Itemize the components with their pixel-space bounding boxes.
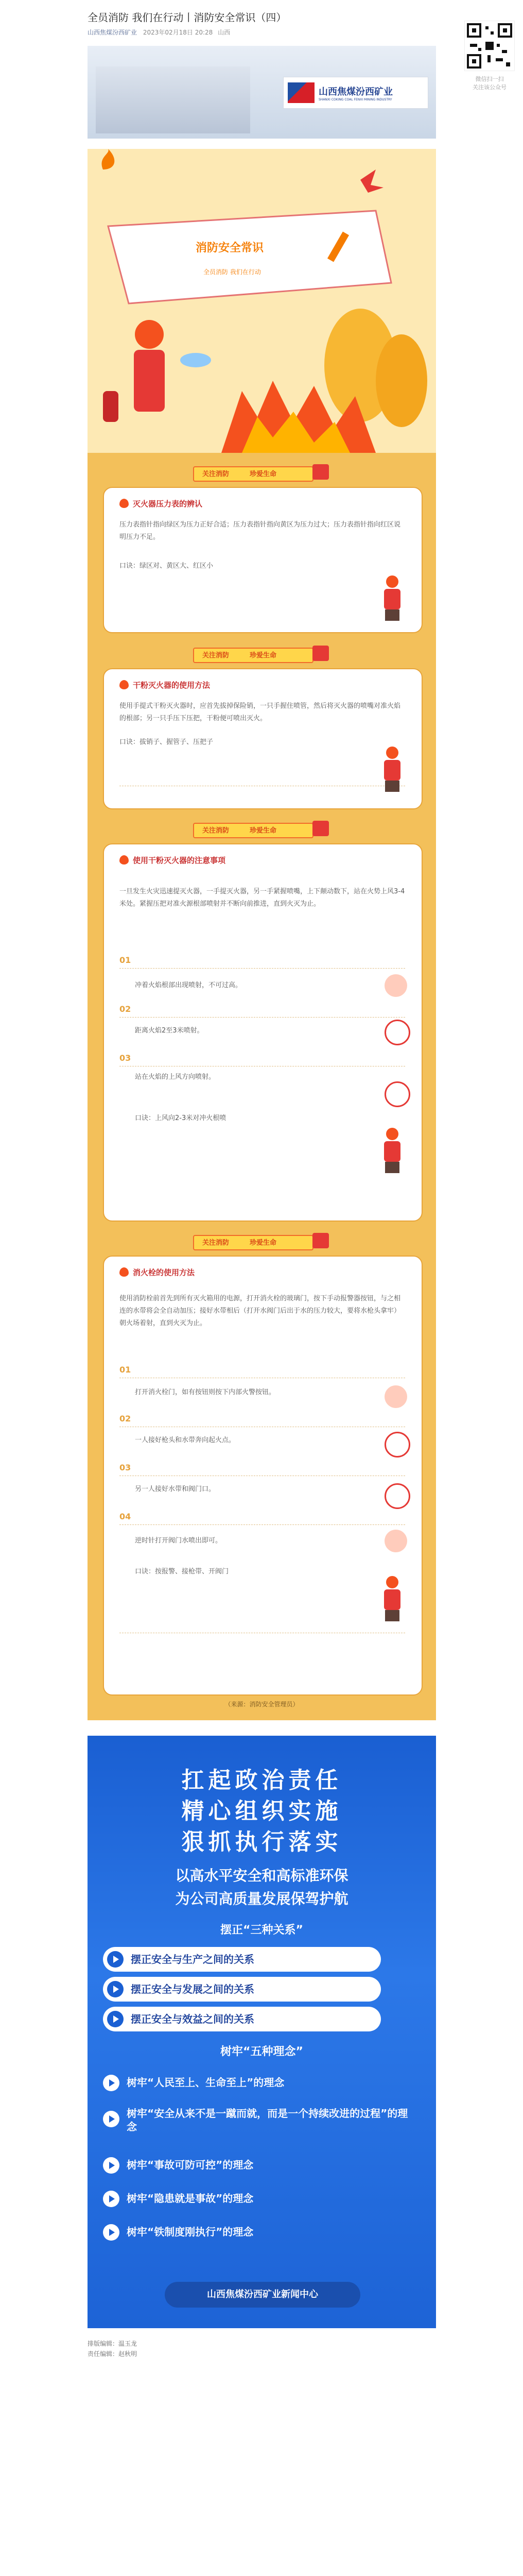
no-fire-icon xyxy=(385,1432,410,1458)
editor-credit: 排版编辑：温玉龙 xyxy=(88,2340,137,2347)
logo-mark-icon xyxy=(288,82,315,103)
slogan-line: 精心组织实施 xyxy=(181,1798,342,1824)
slogan-line: 狠抓执行落实 xyxy=(181,1829,342,1855)
qr-code-icon xyxy=(464,21,515,71)
section-subtitle: 摆正“三种关系” xyxy=(220,1924,303,1937)
tag-right: 珍爱生命 xyxy=(250,470,277,478)
item-text: 另一人接好水带和阀门口。 xyxy=(135,1485,216,1493)
credits xyxy=(88,2338,436,2359)
item-number: 04 xyxy=(119,1512,131,1521)
article-meta xyxy=(88,28,436,37)
firefighter-icon xyxy=(382,1128,403,1174)
banner-image xyxy=(88,46,436,139)
article-title: 全员消防 我们在行动丨消防安全常识（四） xyxy=(88,11,287,24)
publish-date: 2023年02月18日 20:28 xyxy=(143,29,213,36)
flame-icon xyxy=(119,499,129,508)
firefighter-icon xyxy=(134,350,165,412)
item-text: 距离火焰2至3米喷射。 xyxy=(135,1027,204,1035)
card-body: 压力表指针指向绿区为压力正好合适；压力表指针指向黄区为压力过大；压力表指针指向红区说明压力不足。 xyxy=(119,521,401,541)
item-number: 03 xyxy=(119,1463,131,1472)
hydrant-icon xyxy=(103,391,118,422)
fire-extinguish-icon xyxy=(385,974,407,997)
item-text: 逆时针打开阀门水喷出即可。 xyxy=(135,1537,222,1545)
play-icon xyxy=(107,2011,124,2027)
company-logo xyxy=(283,77,428,109)
section-tag: 关注消防 珍爱生命 xyxy=(193,819,329,839)
qr-caption: 关注该公众号 xyxy=(473,84,507,91)
flame-icon xyxy=(119,1267,129,1277)
card-dry-powder xyxy=(103,668,423,809)
play-icon xyxy=(103,2224,119,2241)
play-icon xyxy=(107,1951,124,1968)
card-mnemonic: 口诀：绿区对、黄区大、红区小 xyxy=(119,562,214,570)
no-fire-icon xyxy=(385,1020,410,1045)
poster-subtitle: 全员消防 我们在行动 xyxy=(203,268,261,276)
footer-brand-bar: 山西焦煤汾西矿业新闻中心 xyxy=(165,2282,360,2308)
card-heading: 使用干粉灭火器的注意事项 xyxy=(119,855,225,866)
card-heading: 消火栓的使用方法 xyxy=(119,1267,195,1278)
card-heading: 灭火器压力表的辨认 xyxy=(119,498,202,509)
content-section xyxy=(88,453,436,1720)
slogan-line: 为公司高质量发展保驾护航 xyxy=(175,1890,348,1907)
firefighter-helmet-icon xyxy=(135,320,164,349)
card-body: 使用消防栓前首先到所有灭火箱用的电源，打开消火栓的玻璃门，按下手动报警器按钮，与之相连的水带将会全自动加压；接好水带相后（打开水阀门后出于水的压力较大，要将水枪头拿牢）朝火场着射，直到火灭为止。 xyxy=(119,1295,401,1327)
card-body: 使用手提式干粉灭火器时，应首先拔掉保险销，一只手握住喷管，然后将灭火器的喷嘴对准火焰的根部；另一只手压下压把，干粉便可喷出灭火。 xyxy=(119,702,401,722)
section-tag: 关注消防 珍爱生命 xyxy=(193,1231,329,1251)
item-number: 01 xyxy=(119,955,131,965)
card-heading: 干粉灭火器的使用方法 xyxy=(119,680,210,690)
card-pressure-gauge xyxy=(103,487,423,633)
item-number: 01 xyxy=(119,1365,131,1375)
safety-poster: 扛起政治责任 精心组织实施 狠抓执行落实 以高水平安全和高标准环保 为公司高质量发展保驾护航 摆正“三种关系” 摆正安全与生产之间的关系 摆正安全与发展之间的关系 摆正安全与效益之间的关系 树牢“五种理念” 树牢“人民至上、生命至上”的理念 树牢“安全从来不是一蹴而就，而是一个持续改进的过程”的理念 树牢“事故可防可控”的理念 树牢“隐患就是事故”的理念 树牢“铁制度刚执行”的理念 山西焦煤汾西矿业新闻中心 xyxy=(88,1736,436,2328)
card-hydrant xyxy=(103,1256,423,1696)
article xyxy=(88,0,436,2359)
flame-icon xyxy=(119,680,129,689)
qr-code-panel xyxy=(461,21,518,92)
section-tag xyxy=(193,462,329,483)
fire-icon xyxy=(385,1530,407,1552)
company-name: 山西焦煤汾西矿业 xyxy=(319,86,393,97)
fire-truck-icon xyxy=(312,646,329,661)
fire-truck-icon xyxy=(312,464,329,480)
item-number: 02 xyxy=(119,1004,131,1014)
play-icon xyxy=(107,1981,124,1997)
tree-icon xyxy=(376,334,427,427)
item-number: 03 xyxy=(119,1053,131,1063)
item-text: 站在火焰的上风方向喷射。 xyxy=(135,1073,216,1081)
source-note: （来源：消防安全管理员） xyxy=(224,1701,299,1708)
play-icon xyxy=(103,2111,119,2127)
firefighter-icon xyxy=(382,747,403,793)
card-mnemonic: 口诀：按报警、接枪带、开阀门 xyxy=(135,1568,229,1575)
fire-truck-icon xyxy=(312,821,329,836)
reviewer-credit: 责任编辑：赵秋明 xyxy=(88,2350,137,2358)
firefighter-icon xyxy=(382,1576,403,1622)
account-name[interactable]: 山西焦煤汾西矿业 xyxy=(88,29,137,36)
tag-left: 关注消防 xyxy=(202,470,230,478)
qr-caption: 微信扫一扫 xyxy=(475,76,504,82)
publish-location: 山西 xyxy=(218,29,231,36)
flame-icon xyxy=(119,855,129,865)
firefighter-icon xyxy=(382,575,403,622)
poster-title: 消防安全常识 xyxy=(196,242,264,255)
card-mnemonic: 口诀：拔销子、握管子、压把子 xyxy=(119,738,214,746)
fire-truck-icon xyxy=(312,1233,329,1248)
slogan-line: 以高水平安全和高标准环保 xyxy=(175,1867,348,1884)
building-image xyxy=(96,66,250,133)
item-text: 冲着火焰根部出现喷射，不可过高。 xyxy=(135,981,242,989)
poster xyxy=(88,149,436,453)
section-tag: 关注消防 珍爱生命 xyxy=(193,643,329,664)
play-icon xyxy=(103,2075,119,2091)
slogan-line: 扛起政治责任 xyxy=(181,1767,342,1793)
card-mnemonic: 口诀：上风向2-3米对冲火根喷 xyxy=(135,1114,226,1122)
no-smoking-icon xyxy=(385,1483,410,1509)
fire-extinguish-icon xyxy=(385,1385,407,1408)
relation-item: 摆正安全与效益之间的关系 xyxy=(103,2007,381,2031)
section-subtitle: 树牢“五种理念” xyxy=(220,2045,303,2058)
item-number: 02 xyxy=(119,1414,131,1423)
card-body: 一旦发生火灾迅速提灭火器，一手提灭火器，另一手紧握喷嘴，上下颠动数下，站在火势上风3-4米处。紧握压把对准火源根部喷射并不断向前推进，直到火灭为止。 xyxy=(119,888,405,908)
item-text: 一人接好枪头和水带奔向起火点。 xyxy=(135,1436,236,1444)
relation-item: 摆正安全与生产之间的关系 xyxy=(103,1947,381,1972)
company-name-en: SHANXI COKING COAL FENXI MINING INDUSTRY xyxy=(319,97,392,101)
relation-item: 摆正安全与发展之间的关系 xyxy=(103,1977,381,2002)
play-icon xyxy=(103,2157,119,2174)
poster-illustration xyxy=(88,149,436,453)
play-icon xyxy=(103,2191,119,2207)
no-smoking-icon xyxy=(385,1081,410,1107)
item-text: 打开消火栓门，如有按钮则按下内部火警按钮。 xyxy=(135,1388,276,1396)
card-precautions xyxy=(103,843,423,1222)
